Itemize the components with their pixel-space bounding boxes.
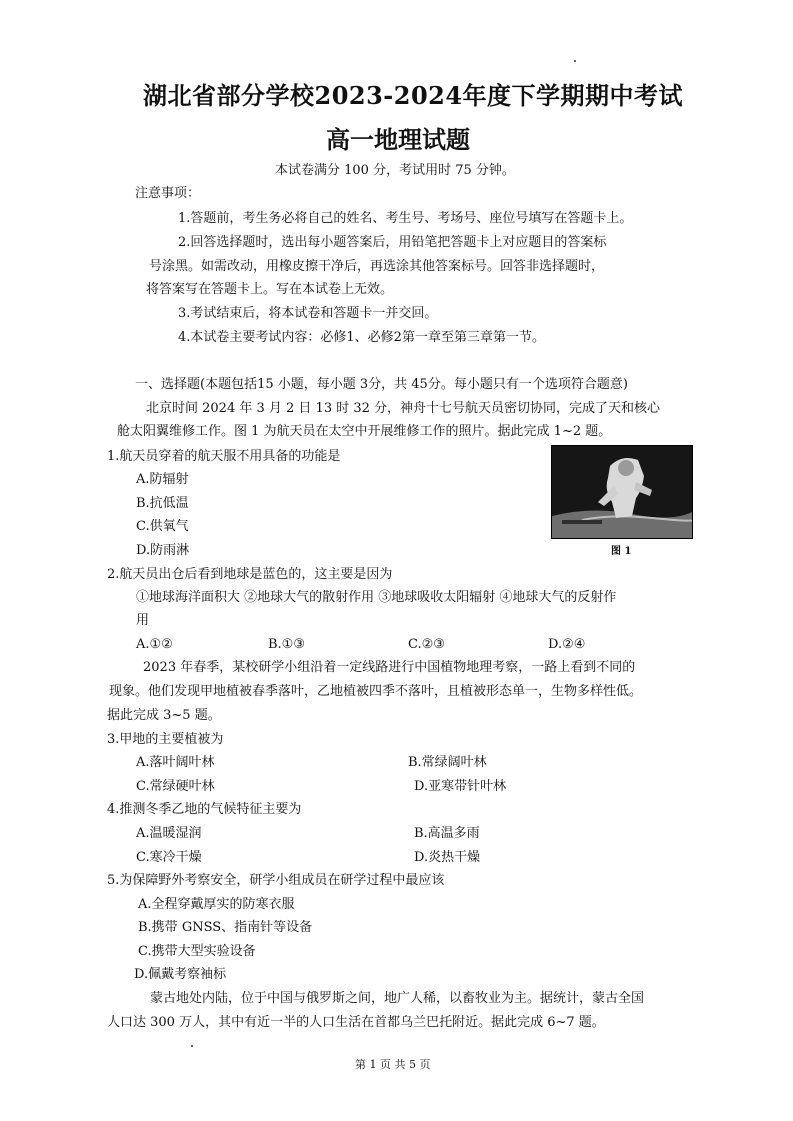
figure-caption: 图 1 — [611, 546, 632, 557]
intro-3-line1: 蒙古地处内陆，位于中国与俄罗斯之间，地广人稀，以畜牧业为主。据统计，蒙古全国 — [150, 991, 645, 1006]
q3-option-a: A.落叶阔叶林 — [136, 755, 215, 770]
q1-option-a: A.防辐射 — [136, 472, 189, 487]
q4-stem: 4.推测冬季乙地的气候特征主要为 — [107, 802, 302, 817]
note-2-line1: 2.回答选择题时，选出每小题答案后，用铅笔把答题卡上对应题目的答案标 — [178, 235, 607, 250]
intro-2-line3: 据此完成 3~5 题。 — [107, 708, 221, 723]
scan-speck — [574, 60, 576, 62]
section-heading: 一、选择题(本题包括15 小题，每小题 3分，共 45分。每小题只有一个选项符合题意) — [135, 377, 628, 392]
intro-1-line1: 北京时间 2024 年 3 月 2 日 13 时 32 分，神舟十七号航天员密切协同，完成了天和核心 — [146, 401, 661, 416]
scan-speck — [191, 1045, 193, 1047]
q2-statements-cont: 用 — [136, 613, 150, 628]
q4-option-c: C.寒冷干燥 — [136, 850, 202, 865]
q2-stem: 2.航天员出仓后看到地球是蓝色的，这主要是因为 — [107, 567, 393, 582]
q2-option-a: A.①② — [136, 637, 173, 652]
q5-option-c: C.携带大型实验设备 — [138, 944, 256, 959]
q2-option-d: D.②④ — [548, 637, 586, 652]
astronaut-photo — [551, 445, 693, 539]
q5-option-b: B.携带 GNSS、指南针等设备 — [138, 920, 313, 935]
page-number: 第 1 页 共 5 页 — [355, 1058, 431, 1071]
exam-info: 本试卷满分 100 分，考试用时 75 分钟。 — [275, 163, 515, 178]
q1-option-d: D.防雨淋 — [136, 543, 190, 558]
intro-2-line2: 现象。他们发现甲地植被春季落叶，乙地植被四季不落叶，且植被形态单一，生物多样性低。 — [109, 684, 643, 699]
note-4: 4.本试卷主要考试内容：必修1、必修2第一章至第三章第一节。 — [178, 330, 545, 345]
q5-stem: 5.为保障野外考察安全，研学小组成员在研学过程中最应该 — [107, 873, 445, 888]
q1-stem: 1.航天员穿着的航天服不用具备的功能是 — [107, 449, 341, 464]
exam-subtitle: 高一地理试题 — [326, 125, 470, 154]
q1-option-c: C.供氧气 — [136, 519, 189, 534]
q2-statements: ①地球海洋面积大 ②地球大气的散射作用 ③地球吸收太阳辐射 ④地球大气的反射作 — [136, 590, 617, 605]
q5-option-d: D.佩戴考察袖标 — [134, 967, 227, 982]
note-1: 1.答题前，考生务必将自己的姓名、考生号、考场号、座位号填写在答题卡上。 — [178, 211, 633, 226]
q5-option-a: A.全程穿戴厚实的防寒衣服 — [138, 897, 295, 912]
intro-3-line2: 人口达 300 万人，其中有近一半的人口生活在首都乌兰巴托附近。据此完成 6~7 题。 — [107, 1015, 605, 1030]
q3-option-d: D.亚寒带针叶林 — [414, 779, 507, 794]
notes-heading: 注意事项： — [135, 186, 201, 201]
exam-title: 湖北省部分学校2023-2024年度下学期期中考试 — [143, 81, 684, 110]
q4-option-b: B.高温多雨 — [414, 826, 480, 841]
note-2-line2: 号涂黑。如需改动，用橡皮擦干净后，再选涂其他答案标号。回答非选择题时， — [149, 259, 605, 274]
note-2-line3: 将答案写在答题卡上。写在本试卷上无效。 — [146, 282, 394, 297]
q3-stem: 3.甲地的主要植被为 — [107, 732, 224, 747]
q3-option-b: B.常绿阔叶林 — [408, 755, 487, 770]
q4-option-d: D.炎热干燥 — [414, 850, 481, 865]
q2-option-c: C.②③ — [408, 637, 445, 652]
q3-option-c: C.常绿硬叶林 — [136, 779, 215, 794]
q1-option-b: B.抗低温 — [136, 496, 189, 511]
q2-option-b: B.①③ — [268, 637, 305, 652]
q4-option-a: A.温暖湿润 — [136, 826, 202, 841]
note-3: 3.考试结束后，将本试卷和答题卡一并交回。 — [178, 306, 438, 321]
intro-1-line2: 舱太阳翼维修工作。图 1 为航天员在太空中开展维修工作的照片。据此完成 1~2 题。 — [117, 424, 612, 439]
intro-2-line1: 2023 年春季，某校研学小组沿着一定线路进行中国植物地理考察，一路上看到不同的 — [143, 660, 636, 675]
